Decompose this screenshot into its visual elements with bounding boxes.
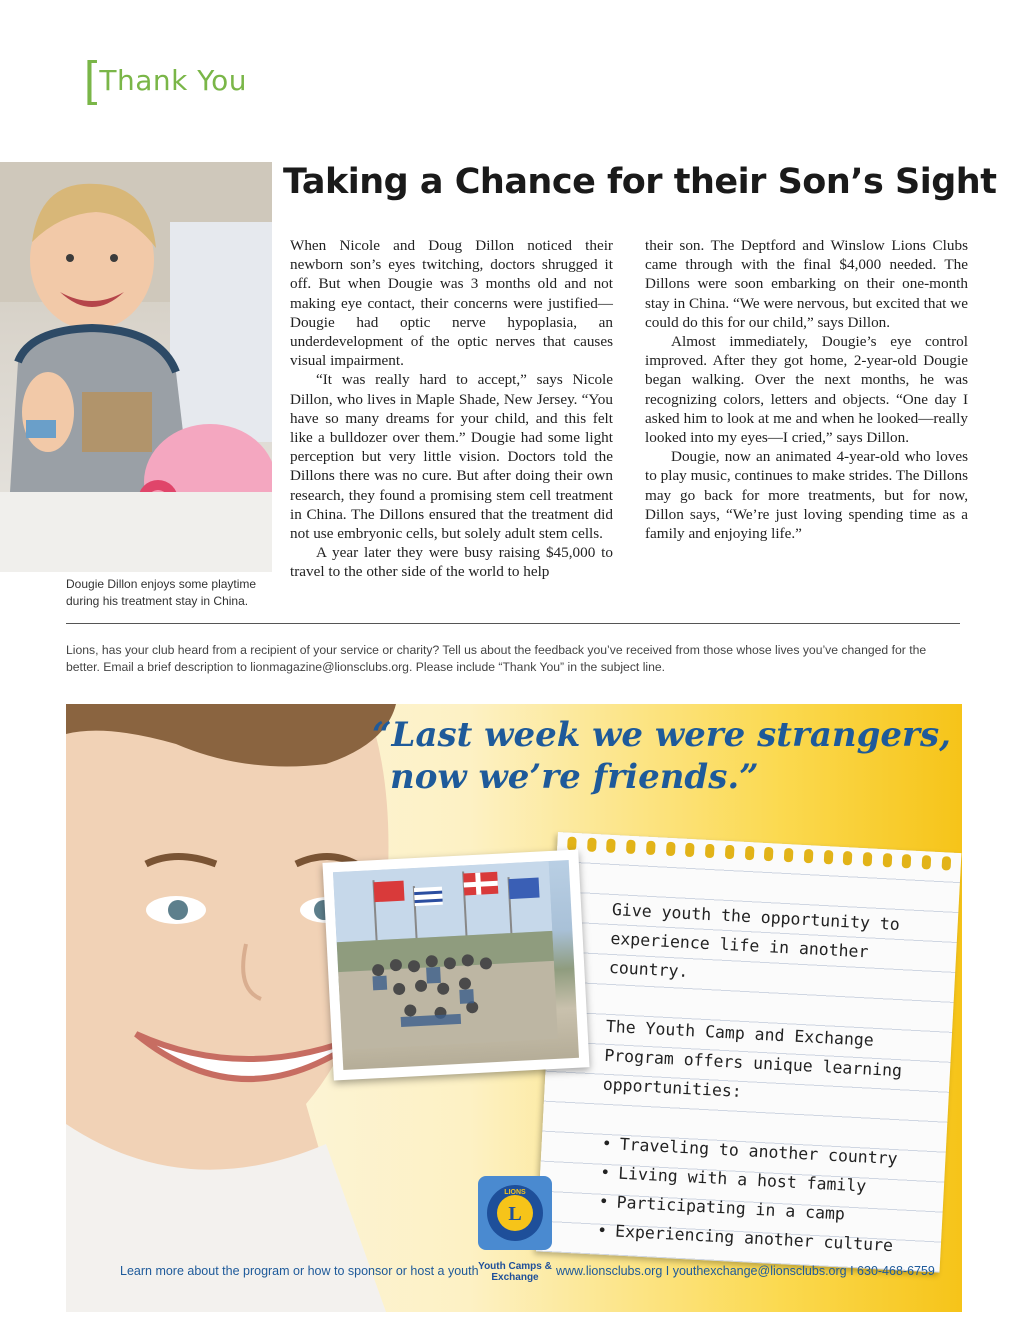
list-item: • Experiencing another culture bbox=[610, 1216, 915, 1261]
logo-word: LIONS bbox=[504, 1189, 526, 1196]
list-item: • Living with a host family bbox=[613, 1158, 918, 1203]
list-item: • Participating in a camp bbox=[612, 1187, 917, 1232]
benefit-list bbox=[594, 1129, 920, 1262]
notebook-paper bbox=[536, 832, 961, 1273]
reader-note: Lions, has your club heard from a recipient of your service or charity? Tell us about the feedback you’ve received from those whose lives you’ve changed for the better. Email a brief description to lionmagazine@lionsclubs.org. Please include “Thank You” in the subject line. bbox=[66, 643, 927, 674]
ad-footer-left: Learn more about the program or how to sponsor or host a youth bbox=[120, 1264, 479, 1278]
article-column-2 bbox=[645, 236, 968, 543]
logo-caption: Youth Camps & Exchange bbox=[478, 1261, 552, 1283]
paragraph: When Nicole and Doug Dillon noticed their newborn son’s eyes twitching, doctors shrugged it off. But when Dougie was 3 months old and not making eye contact, their concerns were justified—Dougie had optic nerve hypoplasia, an underdevelopment of the optic nerves that causes visual impairment. bbox=[290, 237, 613, 370]
youth-exchange-ad bbox=[66, 704, 962, 1312]
article-column-1 bbox=[290, 236, 613, 582]
bracket-mark: [ bbox=[84, 53, 98, 106]
child-photo bbox=[0, 162, 272, 572]
list-item: • Traveling to another country bbox=[615, 1129, 920, 1174]
lions-emblem-icon bbox=[476, 1174, 554, 1252]
paragraph: “It was really hard to accept,” says Nicole Dillon, who lives in Maple Shade, New Jersey. “You have so many dreams for your child, and this felt like a bulldozer over them.” Dougie had some light perception but very little vision. Doctors told the Dillons there was no cure. But after doing their own research, they found a promising stem cell treatment in China. The Dillons ensured that the treatment did not use embryonic cells, but solely adult stem cells. bbox=[290, 371, 613, 543]
photo-caption: Dougie Dillon enjoys some playtime during his treatment stay in China. bbox=[66, 577, 257, 608]
section-header bbox=[84, 53, 247, 106]
ad-program: The Youth Camp and Exchange Program offers unique learning opportunities: bbox=[602, 1016, 903, 1101]
youth-camps-logo bbox=[476, 1174, 554, 1283]
ad-footer-contact[interactable]: www.lionsclubs.org I youthexchange@lionsclubs.org I 630-468-6759 bbox=[556, 1264, 935, 1278]
ad-body bbox=[594, 895, 932, 1261]
section-label: Thank You bbox=[99, 63, 247, 97]
group-photo bbox=[322, 849, 589, 1080]
paragraph: Dougie, now an animated 4-year-old who loves to play music, continues to make strides. The Dillons may go back for more treatments, but for now, Dillon says, “We’re just loving spending time as a family and enjoying life.” bbox=[645, 448, 968, 543]
quote-line-2: now we’re friends.” bbox=[390, 757, 759, 797]
logo-letter: L bbox=[508, 1203, 522, 1225]
ad-intro: Give youth the opportunity to experience life in another country. bbox=[608, 899, 901, 982]
article-headline: Taking a Chance for their Son’s Sight bbox=[283, 162, 997, 202]
paragraph: their son. The Deptford and Winslow Lions Clubs came through with the final $4,000 needed. The Dillons were soon embarking on their one-month stay in China. “We were nervous, but excited that we could do this for our child,” says Dillon. bbox=[645, 237, 968, 331]
ad-quote bbox=[372, 714, 951, 798]
quote-line-1: “Last week we were strangers, bbox=[372, 715, 951, 755]
paragraph: A year later they were busy raising $45,000 to travel to the other side of the world to help bbox=[290, 544, 613, 581]
spiral-holes bbox=[567, 837, 951, 873]
divider bbox=[66, 623, 960, 624]
paragraph: Almost immediately, Dougie’s eye control improved. After they got home, 2-year-old Dougie began walking. Over the next months, he was recognizing colors, letters and objects. “One day I asked him to look at me and when he looked—really looked into my eyes—I cried,” says Dillon. bbox=[645, 333, 968, 447]
